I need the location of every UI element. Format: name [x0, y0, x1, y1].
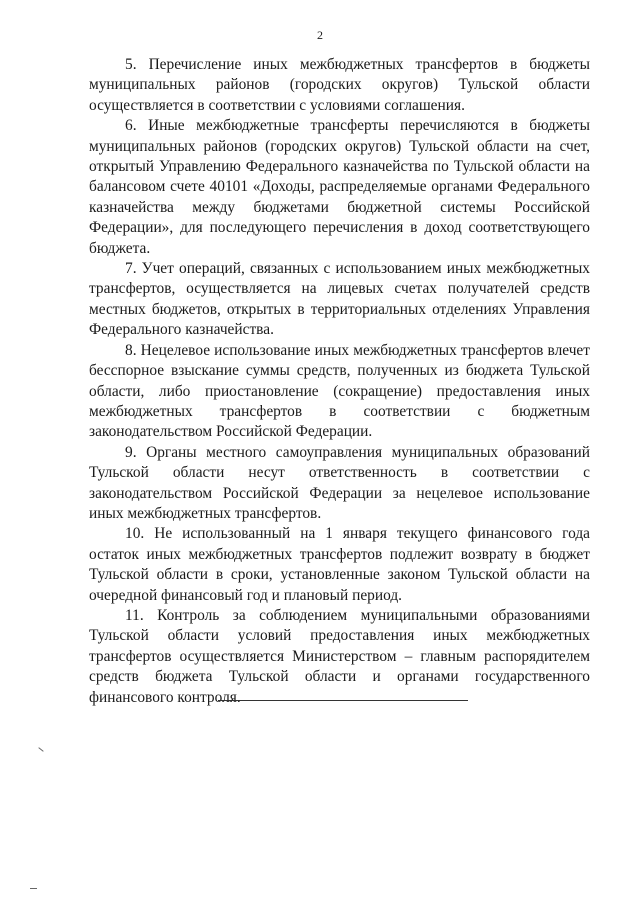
- document-body: [89, 55, 590, 708]
- page-number: 2: [317, 28, 323, 42]
- scan-artifact: [30, 888, 37, 889]
- paragraph-6: 6. Иные межбюджетные трансферты перечисляются в бюджеты муниципальных районов (городских округов) Тульской области на счет, открытый Управлению Федерального казначейства по Тульской области на балансовом счете 40101 «Доходы, распределяемые органами Федерального казначейства между бюджетами бюджетной системы Российской Федерации», для последующего перечисления в доход соответствующего бюджета.: [89, 117, 590, 257]
- closing-rule: [218, 700, 468, 701]
- paragraph-8: 8. Нецелевое использование иных межбюджетных трансфертов влечет бесспорное взыскание суммы средств, полученных из бюджета Тульской области, либо приостановление (сокращение) предоставления иных межбюджетных трансфертов в соответствии с бюджетным законодательством Российской Федерации.: [89, 341, 590, 441]
- paragraph-10: 10. Не использованный на 1 января текущего финансового года остаток иных межбюджетных трансфертов подлежит возврату в бюджет Тульской области в сроки, установленные законом Тульской области на очередной финансовый год и плановый период.: [89, 525, 590, 604]
- scan-artifact: [38, 747, 43, 751]
- paragraph-5: 5. Перечисление иных межбюджетных трансфертов в бюджеты муниципальных районов (городских округов) Тульской области осуществляется в соответствии с условиями соглашения.: [89, 56, 590, 114]
- paragraph-9: 9. Органы местного самоуправления муниципальных образований Тульской области несут ответственность в соответствии с законодательством Российской Федерации за нецелевое использование иных межбюджетных трансфертов.: [89, 443, 590, 522]
- paragraph-7: 7. Учет операций, связанных с использованием иных межбюджетных трансфертов, осуществляется на лицевых счетах получателей средств местных бюджетов, открытых в территориальных отделениях Управления Федерального казначейства.: [89, 260, 590, 339]
- paragraph-11: 11. Контроль за соблюдением муниципальными образованиями Тульской области условий предоставления иных межбюджетных трансфертов осуществляется Министерством – главным распорядителем средств бюджета Тульской области и органами государственного финансового контроля.: [89, 606, 590, 706]
